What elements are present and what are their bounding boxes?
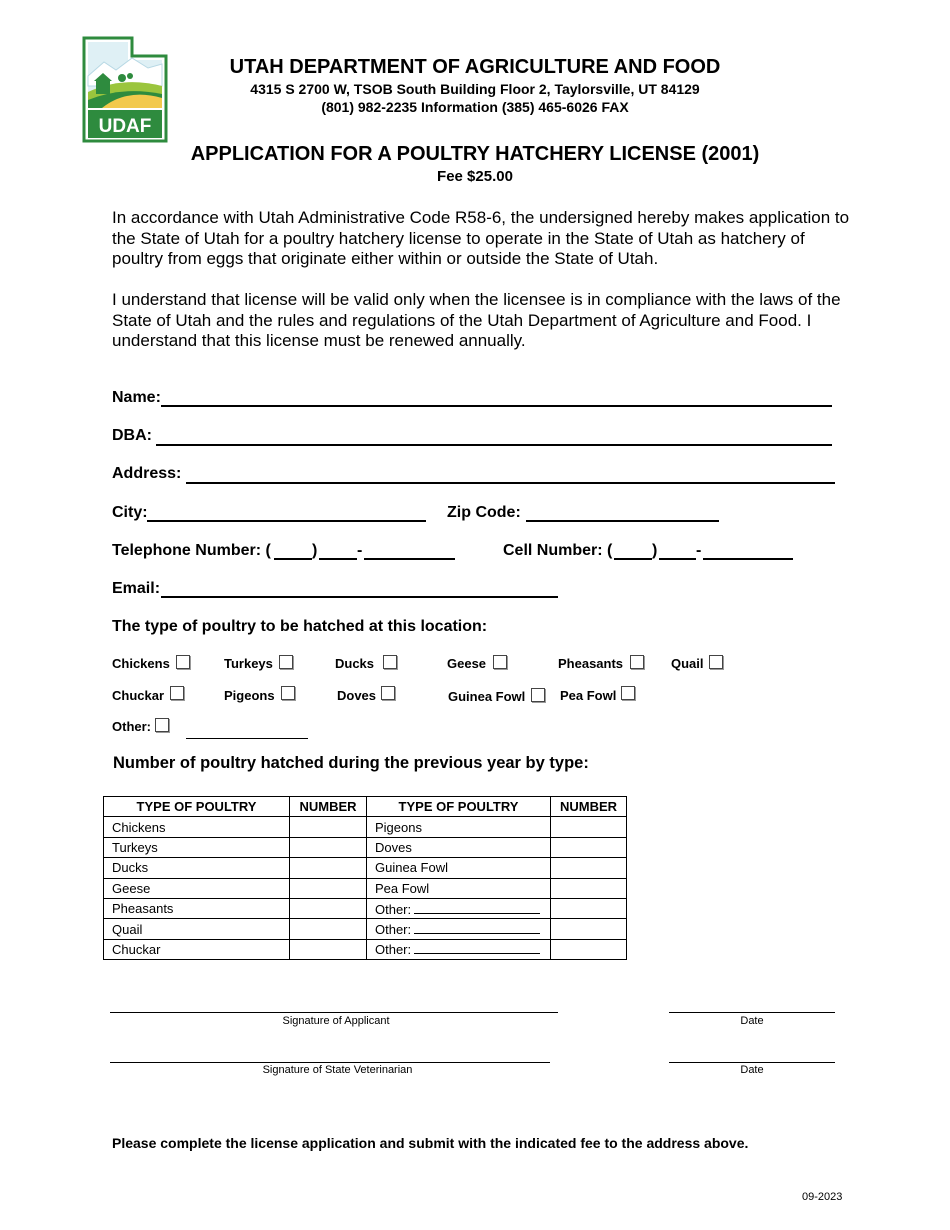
chuckar-checkbox[interactable] — [170, 686, 184, 700]
organization-address: 4315 S 2700 W, TSOB South Building Floor 2, Taylorsville, UT 84129 — [250, 81, 700, 97]
address-field[interactable] — [186, 482, 835, 484]
header-type-left: TYPE OF POULTRY — [104, 797, 290, 817]
telephone-label: Telephone Number: ( — [112, 542, 271, 559]
telephone-paren: ) — [312, 542, 318, 559]
type-cell: Ducks — [104, 858, 290, 878]
number-cell[interactable] — [551, 878, 627, 898]
other-type-field[interactable] — [414, 921, 540, 934]
type-cell: Chuckar — [104, 939, 290, 959]
other-type-label: Other: — [375, 901, 412, 917]
header-type-right: TYPE OF POULTRY — [367, 797, 551, 817]
other-type-label: Other: — [375, 942, 412, 958]
chuckar-label: Chuckar — [112, 688, 165, 703]
ducks-checkbox[interactable] — [383, 655, 397, 669]
ducks-label: Ducks — [335, 656, 375, 671]
header-number-left: NUMBER — [290, 797, 367, 817]
number-cell[interactable] — [551, 837, 627, 857]
poultry-count-table — [103, 796, 627, 960]
city-field[interactable] — [147, 520, 426, 522]
name-label: Name: — [112, 389, 161, 406]
cell-paren: ) — [652, 542, 658, 559]
number-cell[interactable] — [290, 837, 367, 857]
table-row — [104, 858, 627, 878]
type-cell: Pea Fowl — [367, 878, 551, 898]
city-label: City: — [112, 504, 148, 521]
table-heading: Number of poultry hatched during the previous year by type: — [113, 754, 589, 772]
table-row — [104, 817, 627, 837]
telephone-dash: - — [357, 542, 363, 559]
name-field[interactable] — [161, 405, 832, 407]
cell-label: Cell Number: ( — [503, 542, 613, 559]
applicant-date-line[interactable] — [669, 1012, 835, 1013]
pea-fowl-label: Pea Fowl — [560, 688, 617, 703]
logo-text: UDAF — [98, 116, 152, 137]
geese-checkbox[interactable] — [493, 655, 507, 669]
udaf-logo — [82, 36, 168, 143]
zip-label: Zip Code: — [447, 504, 521, 521]
zip-field[interactable] — [526, 520, 719, 522]
veterinarian-signature-caption: Signature of State Veterinarian — [262, 1064, 413, 1076]
applicant-signature-line[interactable] — [110, 1012, 558, 1013]
compliance-paragraph: I understand that license will be valid only when the licensee is in compliance with the laws of the State of Utah and the rules and regulations of the Utah Department of Agriculture and Food. I understand that this license must be renewed annually. — [112, 290, 841, 350]
type-cell: Doves — [367, 837, 551, 857]
type-cell — [367, 898, 551, 918]
pigeons-checkbox[interactable] — [281, 686, 295, 700]
cell-dash: - — [696, 542, 702, 559]
email-label: Email: — [112, 580, 161, 597]
number-cell[interactable] — [290, 939, 367, 959]
dba-label: DBA: — [112, 427, 152, 444]
type-cell: Pheasants — [104, 898, 290, 918]
geese-label: Geese — [447, 656, 487, 671]
address-label: Address: — [112, 465, 182, 482]
type-cell: Guinea Fowl — [367, 858, 551, 878]
chickens-label: Chickens — [112, 656, 170, 671]
number-cell[interactable] — [290, 898, 367, 918]
revision-date: 09-2023 — [802, 1191, 843, 1203]
type-cell: Geese — [104, 878, 290, 898]
number-cell[interactable] — [290, 919, 367, 939]
doves-checkbox[interactable] — [381, 686, 395, 700]
turkeys-checkbox[interactable] — [279, 655, 293, 669]
other-label: Other: — [112, 719, 151, 734]
table-row — [104, 898, 627, 918]
other-type-field[interactable] — [414, 901, 540, 914]
telephone-line-field[interactable] — [364, 558, 455, 560]
intro-paragraph: In accordance with Utah Administrative Code R58-6, the undersigned hereby makes application to the State of Utah for a poultry hatchery license to operate in the State of Utah as hatchery of poultry from eggs that originate either within or outside the State of Utah. — [112, 208, 850, 268]
other-type-field[interactable] — [186, 738, 308, 739]
type-cell — [367, 939, 551, 959]
number-cell[interactable] — [551, 939, 627, 959]
table-header-row — [104, 797, 627, 817]
number-cell[interactable] — [551, 858, 627, 878]
other-type-field[interactable] — [414, 941, 540, 954]
number-cell[interactable] — [290, 817, 367, 837]
number-cell[interactable] — [551, 817, 627, 837]
pigeons-label: Pigeons — [224, 688, 275, 703]
dba-field[interactable] — [156, 444, 832, 446]
number-cell[interactable] — [290, 858, 367, 878]
number-cell[interactable] — [290, 878, 367, 898]
veterinarian-signature-line[interactable] — [110, 1062, 550, 1063]
guinea-fowl-checkbox[interactable] — [531, 688, 545, 702]
quail-label: Quail — [671, 656, 704, 671]
veterinarian-date-line[interactable] — [669, 1062, 835, 1063]
turkeys-label: Turkeys — [224, 656, 273, 671]
cell-prefix-field[interactable] — [659, 558, 696, 560]
cell-area-code-field[interactable] — [614, 558, 652, 560]
cell-line-field[interactable] — [703, 558, 793, 560]
type-cell: Turkeys — [104, 837, 290, 857]
other-type-label: Other: — [375, 922, 412, 938]
number-cell[interactable] — [551, 919, 627, 939]
form-title: APPLICATION FOR A POULTRY HATCHERY LICENSE (2001) — [190, 143, 760, 165]
chickens-checkbox[interactable] — [176, 655, 190, 669]
pheasants-checkbox[interactable] — [630, 655, 644, 669]
organization-name: UTAH DEPARTMENT OF AGRICULTURE AND FOOD — [229, 56, 721, 78]
organization-phone: (801) 982-2235 Information (385) 465-6026 FAX — [321, 99, 629, 115]
type-cell: Chickens — [104, 817, 290, 837]
telephone-area-code-field[interactable] — [274, 558, 312, 560]
guinea-fowl-label: Guinea Fowl — [448, 689, 526, 704]
number-cell[interactable] — [551, 898, 627, 918]
table-row — [104, 837, 627, 857]
email-field[interactable] — [161, 596, 558, 598]
type-cell — [367, 919, 551, 939]
header-number-right: NUMBER — [551, 797, 627, 817]
fee-amount: Fee $25.00 — [437, 168, 513, 185]
type-cell: Pigeons — [367, 817, 551, 837]
table-row — [104, 878, 627, 898]
quail-checkbox[interactable] — [709, 655, 723, 669]
telephone-prefix-field[interactable] — [319, 558, 357, 560]
table-row — [104, 939, 627, 959]
type-cell: Quail — [104, 919, 290, 939]
pea-fowl-checkbox[interactable] — [621, 686, 635, 700]
doves-label: Doves — [337, 688, 377, 703]
pheasants-label: Pheasants — [558, 656, 624, 671]
applicant-signature-caption: Signature of Applicant — [282, 1015, 390, 1027]
poultry-type-heading: The type of poultry to be hatched at this location: — [112, 618, 488, 635]
applicant-date-caption: Date — [740, 1015, 764, 1027]
veterinarian-date-caption: Date — [740, 1064, 764, 1076]
table-row — [104, 919, 627, 939]
submission-instructions: Please complete the license application and submit with the indicated fee to the address above. — [112, 1135, 749, 1151]
other-checkbox[interactable] — [155, 718, 169, 732]
